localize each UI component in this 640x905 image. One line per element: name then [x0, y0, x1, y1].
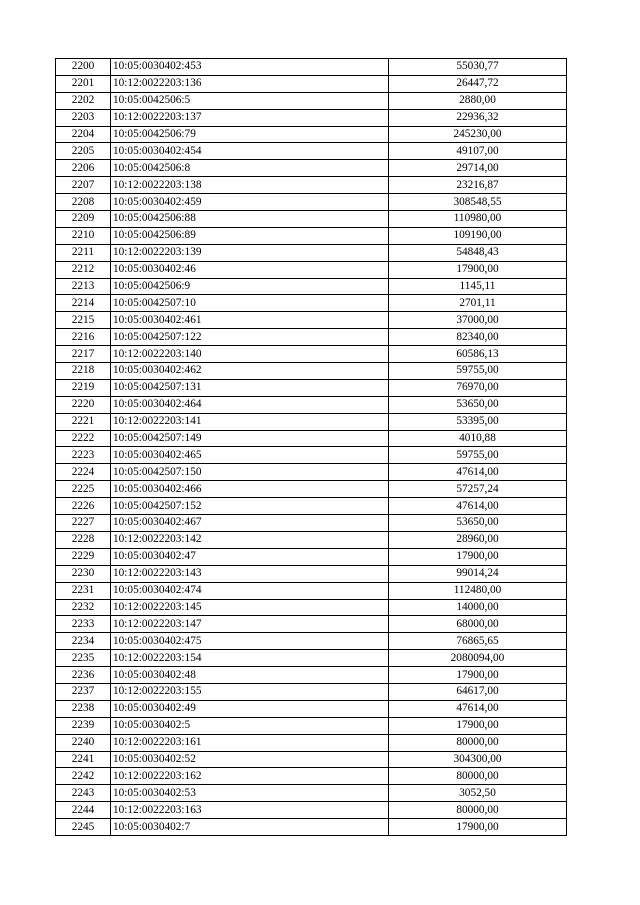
row-number-cell: 2218 — [56, 363, 111, 380]
cadastral-number-cell: 10:12:0022203:155 — [111, 683, 389, 700]
table-row — [56, 515, 567, 532]
row-number-cell: 2205 — [56, 143, 111, 160]
cadastral-value-cell: 4010,88 — [389, 430, 567, 447]
cadastral-value-cell: 57257,24 — [389, 481, 567, 498]
table-row — [56, 143, 567, 160]
cadastral-value-cell: 80000,00 — [389, 768, 567, 785]
table-row — [56, 244, 567, 261]
row-number-cell: 2215 — [56, 312, 111, 329]
cadastral-number-cell: 10:05:0030402:453 — [111, 59, 389, 76]
table-body — [56, 59, 567, 836]
row-number-cell: 2213 — [56, 278, 111, 295]
cadastral-number-cell: 10:05:0042506:88 — [111, 211, 389, 228]
cadastral-number-cell: 10:05:0030402:474 — [111, 582, 389, 599]
cadastral-number-cell: 10:05:0042507:10 — [111, 295, 389, 312]
cadastral-number-cell: 10:12:0022203:143 — [111, 565, 389, 582]
table-row — [56, 312, 567, 329]
table-row — [56, 768, 567, 785]
cadastral-number-cell: 10:12:0022203:138 — [111, 177, 389, 194]
cadastral-value-cell: 23216,87 — [389, 177, 567, 194]
table-row — [56, 802, 567, 819]
table-row — [56, 717, 567, 734]
row-number-cell: 2209 — [56, 211, 111, 228]
row-number-cell: 2216 — [56, 329, 111, 346]
table-row — [56, 160, 567, 177]
table-row — [56, 379, 567, 396]
cadastral-number-cell: 10:05:0030402:53 — [111, 785, 389, 802]
cadastral-value-cell: 55030,77 — [389, 59, 567, 76]
row-number-cell: 2220 — [56, 396, 111, 413]
row-number-cell: 2204 — [56, 126, 111, 143]
cadastral-value-cell: 17900,00 — [389, 717, 567, 734]
cadastral-number-cell: 10:12:0022203:136 — [111, 75, 389, 92]
table-row — [56, 548, 567, 565]
cadastral-number-cell: 10:05:0030402:459 — [111, 194, 389, 211]
table-row — [56, 650, 567, 667]
cadastral-value-cell: 53650,00 — [389, 515, 567, 532]
table-row — [56, 92, 567, 109]
cadastral-number-cell: 10:05:0042507:131 — [111, 379, 389, 396]
cadastral-number-cell: 10:05:0030402:5 — [111, 717, 389, 734]
cadastral-value-cell: 47614,00 — [389, 498, 567, 515]
cadastral-number-cell: 10:12:0022203:162 — [111, 768, 389, 785]
cadastral-value-cell: 112480,00 — [389, 582, 567, 599]
cadastral-number-cell: 10:12:0022203:145 — [111, 599, 389, 616]
table-row — [56, 430, 567, 447]
row-number-cell: 2245 — [56, 819, 111, 836]
cadastral-value-cell: 14000,00 — [389, 599, 567, 616]
row-number-cell: 2211 — [56, 244, 111, 261]
cadastral-value-cell: 54848,43 — [389, 244, 567, 261]
cadastral-number-cell: 10:12:0022203:161 — [111, 734, 389, 751]
cadastral-number-cell: 10:05:0030402:47 — [111, 548, 389, 565]
cadastral-value-cell: 17900,00 — [389, 261, 567, 278]
row-number-cell: 2202 — [56, 92, 111, 109]
table-row — [56, 278, 567, 295]
cadastral-number-cell: 10:12:0022203:139 — [111, 244, 389, 261]
cadastral-value-cell: 49107,00 — [389, 143, 567, 160]
cadastral-value-cell: 53650,00 — [389, 396, 567, 413]
cadastral-number-cell: 10:05:0042506:79 — [111, 126, 389, 143]
table-row — [56, 329, 567, 346]
table-row — [56, 59, 567, 76]
table-row — [56, 413, 567, 430]
table-row — [56, 227, 567, 244]
row-number-cell: 2222 — [56, 430, 111, 447]
row-number-cell: 2228 — [56, 531, 111, 548]
row-number-cell: 2219 — [56, 379, 111, 396]
row-number-cell: 2235 — [56, 650, 111, 667]
cadastral-number-cell: 10:05:0030402:464 — [111, 396, 389, 413]
table-row — [56, 177, 567, 194]
cadastral-value-cell: 29714,00 — [389, 160, 567, 177]
row-number-cell: 2224 — [56, 464, 111, 481]
table-row — [56, 396, 567, 413]
table-row — [56, 683, 567, 700]
cadastral-number-cell: 10:12:0022203:141 — [111, 413, 389, 430]
cadastral-value-cell: 47614,00 — [389, 464, 567, 481]
table-row — [56, 633, 567, 650]
table-row — [56, 261, 567, 278]
cadastral-value-cell: 17900,00 — [389, 819, 567, 836]
cadastral-number-cell: 10:05:0042507:122 — [111, 329, 389, 346]
cadastral-value-cell: 22936,32 — [389, 109, 567, 126]
cadastral-value-cell: 99014,24 — [389, 565, 567, 582]
document-page — [55, 58, 566, 836]
row-number-cell: 2244 — [56, 802, 111, 819]
cadastral-number-cell: 10:12:0022203:137 — [111, 109, 389, 126]
cadastral-number-cell: 10:05:0042506:89 — [111, 227, 389, 244]
row-number-cell: 2226 — [56, 498, 111, 515]
cadastral-number-cell: 10:05:0030402:454 — [111, 143, 389, 160]
cadastral-value-cell: 37000,00 — [389, 312, 567, 329]
cadastral-number-cell: 10:05:0030402:52 — [111, 751, 389, 768]
table-row — [56, 295, 567, 312]
table-row — [56, 447, 567, 464]
table-row — [56, 498, 567, 515]
cadastral-value-cell: 110980,00 — [389, 211, 567, 228]
table-row — [56, 700, 567, 717]
cadastral-value-cell: 28960,00 — [389, 531, 567, 548]
cadastral-number-cell: 10:05:0030402:461 — [111, 312, 389, 329]
cadastral-number-cell: 10:05:0042507:149 — [111, 430, 389, 447]
cadastral-number-cell: 10:05:0042506:9 — [111, 278, 389, 295]
cadastral-value-cell: 47614,00 — [389, 700, 567, 717]
table-row — [56, 75, 567, 92]
row-number-cell: 2212 — [56, 261, 111, 278]
row-number-cell: 2243 — [56, 785, 111, 802]
cadastral-value-cell: 76865,65 — [389, 633, 567, 650]
table-row — [56, 599, 567, 616]
row-number-cell: 2239 — [56, 717, 111, 734]
cadastral-number-cell: 10:12:0022203:163 — [111, 802, 389, 819]
cadastral-number-cell: 10:05:0030402:462 — [111, 363, 389, 380]
row-number-cell: 2233 — [56, 616, 111, 633]
cadastral-number-cell: 10:12:0022203:142 — [111, 531, 389, 548]
cadastral-value-cell: 59755,00 — [389, 363, 567, 380]
cadastral-number-cell: 10:05:0030402:49 — [111, 700, 389, 717]
table-row — [56, 667, 567, 684]
row-number-cell: 2208 — [56, 194, 111, 211]
cadastral-number-cell: 10:12:0022203:147 — [111, 616, 389, 633]
table-row — [56, 481, 567, 498]
row-number-cell: 2207 — [56, 177, 111, 194]
cadastral-number-cell: 10:12:0022203:140 — [111, 346, 389, 363]
table-row — [56, 751, 567, 768]
table-row — [56, 785, 567, 802]
cadastral-number-cell: 10:05:0030402:48 — [111, 667, 389, 684]
row-number-cell: 2217 — [56, 346, 111, 363]
row-number-cell: 2200 — [56, 59, 111, 76]
cadastral-value-cell: 82340,00 — [389, 329, 567, 346]
row-number-cell: 2236 — [56, 667, 111, 684]
table-row — [56, 819, 567, 836]
table-row — [56, 464, 567, 481]
cadastral-value-cell: 304300,00 — [389, 751, 567, 768]
table-row — [56, 126, 567, 143]
table-row — [56, 109, 567, 126]
table-row — [56, 211, 567, 228]
row-number-cell: 2232 — [56, 599, 111, 616]
cadastral-value-cell: 76970,00 — [389, 379, 567, 396]
row-number-cell: 2227 — [56, 515, 111, 532]
table-row — [56, 194, 567, 211]
table-row — [56, 346, 567, 363]
row-number-cell: 2210 — [56, 227, 111, 244]
cadastral-value-cell: 2701,11 — [389, 295, 567, 312]
table-row — [56, 582, 567, 599]
cadastral-value-cell: 17900,00 — [389, 667, 567, 684]
row-number-cell: 2229 — [56, 548, 111, 565]
row-number-cell: 2203 — [56, 109, 111, 126]
row-number-cell: 2240 — [56, 734, 111, 751]
table-row — [56, 363, 567, 380]
row-number-cell: 2238 — [56, 700, 111, 717]
cadastral-number-cell: 10:05:0042506:8 — [111, 160, 389, 177]
table-row — [56, 565, 567, 582]
row-number-cell: 2225 — [56, 481, 111, 498]
cadastral-value-cell: 59755,00 — [389, 447, 567, 464]
row-number-cell: 2206 — [56, 160, 111, 177]
cadastral-value-cell: 26447,72 — [389, 75, 567, 92]
row-number-cell: 2201 — [56, 75, 111, 92]
cadastral-number-cell: 10:12:0022203:154 — [111, 650, 389, 667]
cadastral-number-cell: 10:05:0030402:465 — [111, 447, 389, 464]
cadastral-number-cell: 10:05:0030402:475 — [111, 633, 389, 650]
row-number-cell: 2221 — [56, 413, 111, 430]
row-number-cell: 2242 — [56, 768, 111, 785]
cadastral-value-cell: 53395,00 — [389, 413, 567, 430]
cadastral-value-cell: 60586,13 — [389, 346, 567, 363]
cadastral-value-cell: 109190,00 — [389, 227, 567, 244]
table-row — [56, 734, 567, 751]
cadastral-value-cell: 2880,00 — [389, 92, 567, 109]
cadastral-number-cell: 10:05:0042506:5 — [111, 92, 389, 109]
cadastral-value-cell: 68000,00 — [389, 616, 567, 633]
cadastral-value-cell: 2080094,00 — [389, 650, 567, 667]
cadastral-value-cell: 1145,11 — [389, 278, 567, 295]
cadastral-value-cell: 17900,00 — [389, 548, 567, 565]
row-number-cell: 2214 — [56, 295, 111, 312]
row-number-cell: 2237 — [56, 683, 111, 700]
cadastral-number-cell: 10:05:0030402:466 — [111, 481, 389, 498]
cadastral-number-cell: 10:05:0042507:152 — [111, 498, 389, 515]
cadastral-number-cell: 10:05:0030402:7 — [111, 819, 389, 836]
cadastral-number-cell: 10:05:0030402:46 — [111, 261, 389, 278]
cadastral-value-cell: 3052,50 — [389, 785, 567, 802]
table-row — [56, 616, 567, 633]
cadastral-value-cell: 80000,00 — [389, 802, 567, 819]
row-number-cell: 2230 — [56, 565, 111, 582]
row-number-cell: 2231 — [56, 582, 111, 599]
row-number-cell: 2223 — [56, 447, 111, 464]
table-row — [56, 531, 567, 548]
cadastral-value-table — [55, 58, 567, 836]
cadastral-value-cell: 80000,00 — [389, 734, 567, 751]
cadastral-value-cell: 245230,00 — [389, 126, 567, 143]
row-number-cell: 2234 — [56, 633, 111, 650]
row-number-cell: 2241 — [56, 751, 111, 768]
cadastral-number-cell: 10:05:0030402:467 — [111, 515, 389, 532]
cadastral-value-cell: 64617,00 — [389, 683, 567, 700]
cadastral-value-cell: 308548,55 — [389, 194, 567, 211]
cadastral-number-cell: 10:05:0042507:150 — [111, 464, 389, 481]
